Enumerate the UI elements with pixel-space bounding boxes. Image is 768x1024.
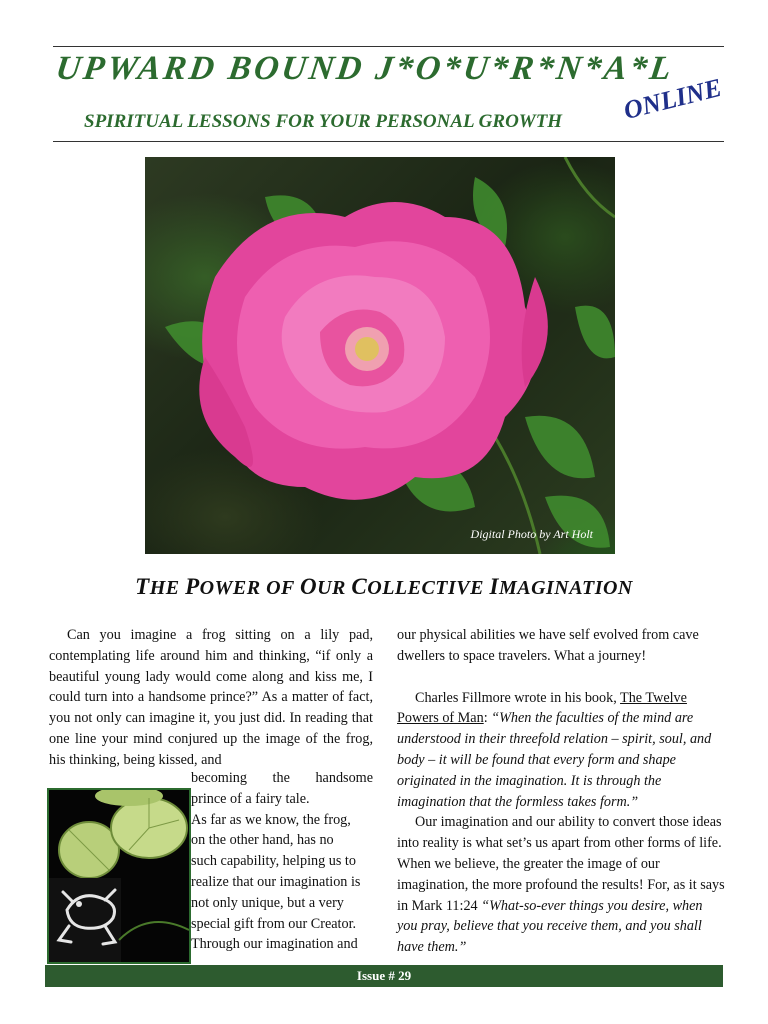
article-headline: THE POWER OF OUR COLLECTIVE IMAGINATION <box>135 574 633 599</box>
narrow-line: such capability, helping us to <box>191 853 356 870</box>
right-paragraph-3 <box>397 812 725 958</box>
mark-quote: “What-so-ever things you desire, when you pray, believe that you receive them, and you shall have them.” <box>397 897 703 956</box>
narrow-line: on the other hand, has no <box>191 832 334 849</box>
mark-lead: Our imagination and our ability to convert those ideas into reality is what set’s us apart from other forms of life. When we believe, the greater the image of our imagination, the more profound the results! For, as it says in Mark 11:24 <box>397 814 725 914</box>
journal-tagline: SPIRITUAL LESSONS FOR YOUR PERSONAL GROWTH <box>84 111 563 132</box>
photo-caption: Digital Photo by Art Holt <box>470 527 593 541</box>
left-column-intro <box>49 625 373 771</box>
right-column <box>397 625 725 958</box>
right-paragraph-2: Charles Fillmore wrote in his book, The Twelve Powers of Man: “When the faculties of the mind are understood in their threefold relation – spirit, soul, and body – it will be found that every form and shape originated in the imagination. It is through the imagination that the formless takes form.” <box>397 689 712 810</box>
narrow-line: realize that our imagination is <box>191 873 361 890</box>
rose-illustration <box>145 157 615 554</box>
right-paragraph-1: our physical abilities we have self evolved from cave dwellers to space travelers. What a journey! <box>397 627 699 664</box>
rose-photo <box>145 157 615 554</box>
journal-title: UPWARD BOUND J*O*U*R*N*A*L <box>53 50 677 87</box>
frog-illustration <box>49 790 189 962</box>
masthead-bottom-rule <box>53 141 724 142</box>
issue-footer: Issue # 29 <box>45 965 723 987</box>
narrow-line: prince of a fairy tale. <box>191 790 310 807</box>
narrow-line: becoming the handsome <box>191 770 373 786</box>
online-logo: ONLINE <box>620 72 725 126</box>
left-column-narrow <box>191 768 373 955</box>
book-title-part-2: Powers of Man <box>397 710 484 727</box>
narrow-line: Through our imagination and <box>191 936 358 953</box>
top-rule <box>53 46 724 47</box>
frog-lilypad-image <box>47 788 191 964</box>
book-title-part-1: The Twelve <box>620 689 687 706</box>
narrow-line: special gift from our Creator. <box>191 915 357 932</box>
fillmore-quote: “When the faculties of the mind are understood in their threefold relation – spirit, soul, and body – it will be found that every form and shape originated in the imagination. It is through the imagination that the formless takes form.” <box>397 710 712 810</box>
narrow-line: As far as we know, the frog, <box>191 811 351 828</box>
narrow-line: not only unique, but a very <box>191 894 344 911</box>
fillmore-lead: Charles Fillmore wrote in his book, <box>415 689 621 706</box>
intro-paragraph: Can you imagine a frog sitting on a lily pad, contemplating life around him and thinking, “if only a beautiful young lady would come along and kiss me, I could turn into a handsome prince?” As a matter of fact, you not only can imagine it, you just did. In reading that one line your mind conjured up the image of the frog, his thinking, being kissed, and <box>49 627 373 768</box>
